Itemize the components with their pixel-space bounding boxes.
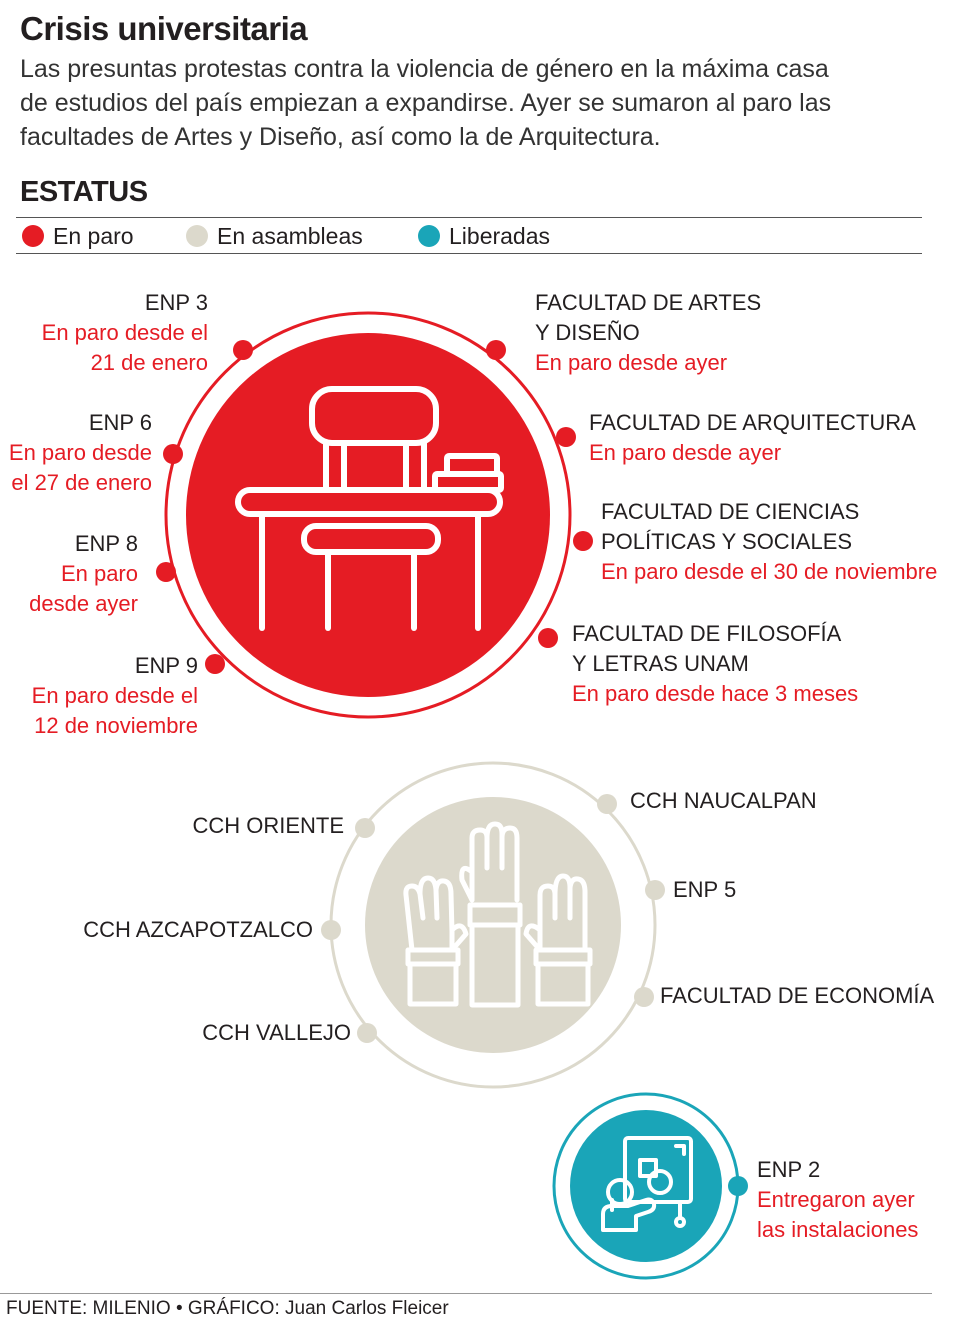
label-enp-8: ENP 8 En paro desde ayer bbox=[29, 531, 138, 616]
status-dot bbox=[728, 1176, 748, 1196]
label-enp-6: ENP 6 En paro desde el 27 de enero bbox=[8, 410, 152, 495]
liberadas-disc bbox=[570, 1110, 722, 1262]
intro-line: Las presuntas protestas contra la violencia de género en la máxima casa bbox=[20, 55, 829, 83]
intro-line: facultades de Artes y Diseño, así como la de Arquitectura. bbox=[20, 123, 661, 151]
label-facultad-artes: FACULTAD DE ARTES Y DISEÑO En paro desde ayer bbox=[535, 290, 762, 375]
label-cch-azcapotzalco: CCH AZCAPOTZALCO bbox=[83, 917, 313, 942]
label-facultad-ciencias-politicas: FACULTAD DE CIENCIAS POLÍTICAS Y SOCIALES En paro desde el 30 de noviembre bbox=[601, 499, 938, 584]
status-dot bbox=[573, 531, 593, 551]
status-dot bbox=[357, 1023, 377, 1043]
status-dot bbox=[486, 340, 506, 360]
label-enp-2: ENP 2 Entregaron ayer las instalaciones bbox=[757, 1157, 919, 1242]
status-dot bbox=[355, 818, 375, 838]
legend-label: En paro bbox=[53, 222, 134, 249]
status-dot bbox=[163, 444, 183, 464]
liberadas-cluster bbox=[554, 1094, 748, 1278]
label-enp-3: ENP 3 En paro desde el 21 de enero bbox=[41, 290, 208, 375]
label-enp-9: ENP 9 En paro desde el 12 de noviembre bbox=[31, 653, 198, 738]
label-facultad-arquitectura: FACULTAD DE ARQUITECTURA En paro desde ayer bbox=[589, 410, 916, 465]
divider-footer bbox=[0, 1293, 932, 1294]
status-dot bbox=[233, 340, 253, 360]
status-dot bbox=[156, 562, 176, 582]
status-heading: ESTATUS bbox=[20, 176, 148, 208]
status-dot bbox=[634, 987, 654, 1007]
label-cch-vallejo: CCH VALLEJO bbox=[202, 1020, 351, 1045]
status-dot bbox=[321, 920, 341, 940]
en-asambleas-cluster bbox=[321, 763, 665, 1087]
source-credit: FUENTE: MILENIO • GRÁFICO: Juan Carlos Fleicer bbox=[6, 1298, 449, 1319]
status-dot bbox=[645, 880, 665, 900]
status-dot bbox=[205, 654, 225, 674]
page-title: Crisis universitaria bbox=[20, 10, 308, 47]
label-cch-oriente: CCH ORIENTE bbox=[192, 813, 344, 838]
label-cch-naucalpan: CCH NAUCALPAN bbox=[630, 788, 817, 813]
status-dot bbox=[556, 427, 576, 447]
legend-label: Liberadas bbox=[449, 222, 551, 249]
en-paro-cluster bbox=[156, 313, 593, 717]
legend-label: En asambleas bbox=[217, 222, 363, 249]
status-dot bbox=[538, 628, 558, 648]
label-facultad-filosofia: FACULTAD DE FILOSOFÍA Y LETRAS UNAM En paro desde hace 3 meses bbox=[572, 621, 859, 706]
label-enp-5: ENP 5 bbox=[673, 877, 737, 902]
label-facultad-economia: FACULTAD DE ECONOMÍA bbox=[660, 983, 935, 1008]
status-dot bbox=[597, 794, 617, 814]
intro-line: de estudios del país empiezan a expandirse. Ayer se sumaron al paro las bbox=[20, 89, 832, 117]
